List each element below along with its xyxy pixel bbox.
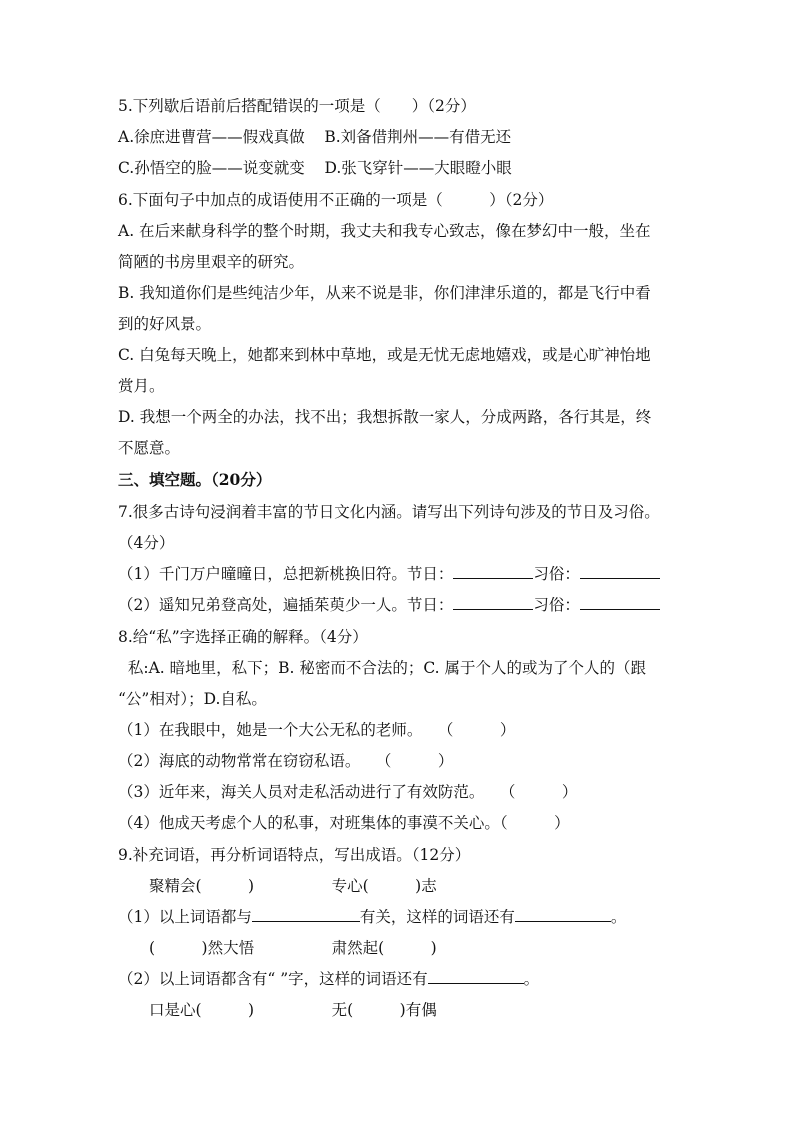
q7-item-2-custom-label: 习俗： <box>533 596 580 614</box>
q5-options-ab <box>118 127 511 147</box>
q5-option-c: C.孙悟空的脸——说变就变 <box>118 159 305 177</box>
q8-item-4: （4）他成天考虑个人的私事，对班集体的事漠不关心。（ ） <box>118 814 570 832</box>
q6-stem: 6.下面句子中加点的成语使用不正确的一项是（ ）（2分） <box>118 191 554 209</box>
q6-option-b-line1: B. 我知道你们是些纯洁少年，从来不说是非，你们津津乐道的，都是飞行中看 <box>118 284 651 302</box>
q7-item-1-text: （1）千门万户曈曈日，总把新桃换旧符。节日： <box>118 565 454 583</box>
q7-item-1-festival-blank[interactable] <box>453 564 533 579</box>
q9-words-row-3: 口是心( ) 无( )有偶 <box>118 1001 437 1019</box>
q9-part-1-blank-1[interactable] <box>252 907 360 922</box>
q5-option-b: B.刘备借荆州——有借无还 <box>324 128 512 146</box>
q6-option-a-line2: 简陋的书房里艰辛的研究。 <box>118 253 305 271</box>
q8-item-3: （3）近年来，海关人员对走私活动进行了有效防范。 （ ） <box>118 783 578 801</box>
section-heading: 三、填空题。（20分） <box>118 470 272 489</box>
q6-option-c-line1: C. 白兔每天晚上，她都来到林中草地，或是无忧无虑地嬉戏，或是心旷神怡地 <box>118 346 651 364</box>
q9-part-1-text-c: 。 <box>610 908 627 926</box>
q7-item-2-custom-blank[interactable] <box>580 595 660 610</box>
q5-options-cd <box>118 158 512 178</box>
q6-option-b-line2: 到的好风景。 <box>118 315 212 333</box>
q7-item-1 <box>118 564 660 584</box>
q9-stem: 9.补充词语，再分析词语特点，写出成语。（12分） <box>118 846 471 864</box>
q9-part-2-text-a: （2）以上词语都含有“ ”字，这样的词语还有 <box>118 970 428 988</box>
q6-option-d-line2: 不愿意。 <box>118 439 181 457</box>
q7-stem-line2: （4分） <box>118 534 175 552</box>
q5-option-d: D.张飞穿针——大眼瞪小眼 <box>324 159 512 177</box>
q7-item-2 <box>118 595 660 615</box>
q9-part-2-blank[interactable] <box>428 969 524 984</box>
q7-item-2-text: （2）遥知兄弟登高处，遍插茱萸少一人。节日： <box>118 596 454 614</box>
q9-part-1-text-a: （1）以上词语都与 <box>118 908 252 926</box>
q6-option-c-line2: 赏月。 <box>118 377 165 395</box>
q7-item-1-custom-blank[interactable] <box>580 564 660 579</box>
q9-words-row-1: 聚精会( ) 专心( )志 <box>118 877 437 895</box>
q8-stem: 8.给“私”字选择正确的解释。（4分） <box>118 628 368 646</box>
q5-option-a: A.徐庶进曹营——假戏真做 <box>118 128 305 146</box>
q7-stem-line1: 7.很多古诗句浸润着丰富的节日文化内涵。请写出下列诗句涉及的节日及习俗。 <box>118 503 660 521</box>
q9-part-1-text-b: 有关，这样的词语还有 <box>359 908 515 926</box>
q5-stem: 5.下列歇后语前后搭配错误的一项是（ ）（2分） <box>118 97 476 115</box>
q6-option-d-line1: D. 我想一个两全的办法，找不出；我想拆散一家人，分成两路，各行其是，终 <box>118 408 652 426</box>
q8-definitions-line1: 私:A. 暗地里，私下；B. 秘密而不合法的；C. 属于个人的或为了个人的（跟 <box>118 659 647 677</box>
q8-item-2: （2）海底的动物常常在窃窃私语。 （ ） <box>118 752 454 770</box>
q7-item-1-custom-label: 习俗： <box>533 565 580 583</box>
q9-part-2 <box>118 969 539 989</box>
q6-option-a-line1: A. 在后来献身科学的整个时期，我丈夫和我专心致志，像在梦幻中一般，坐在 <box>118 222 651 240</box>
q8-definitions-line2: “公”相对）；D.自私。 <box>118 690 267 708</box>
q7-item-2-festival-blank[interactable] <box>453 595 533 610</box>
q9-part-1-blank-2[interactable] <box>515 907 611 922</box>
q9-part-2-text-b: 。 <box>523 970 540 988</box>
q9-part-1 <box>118 907 626 927</box>
q9-words-row-2: ( )然大悟 肃然起( ) <box>118 939 437 957</box>
q8-item-1: （1）在我眼中，她是一个大公无私的老师。 （ ） <box>118 721 516 739</box>
